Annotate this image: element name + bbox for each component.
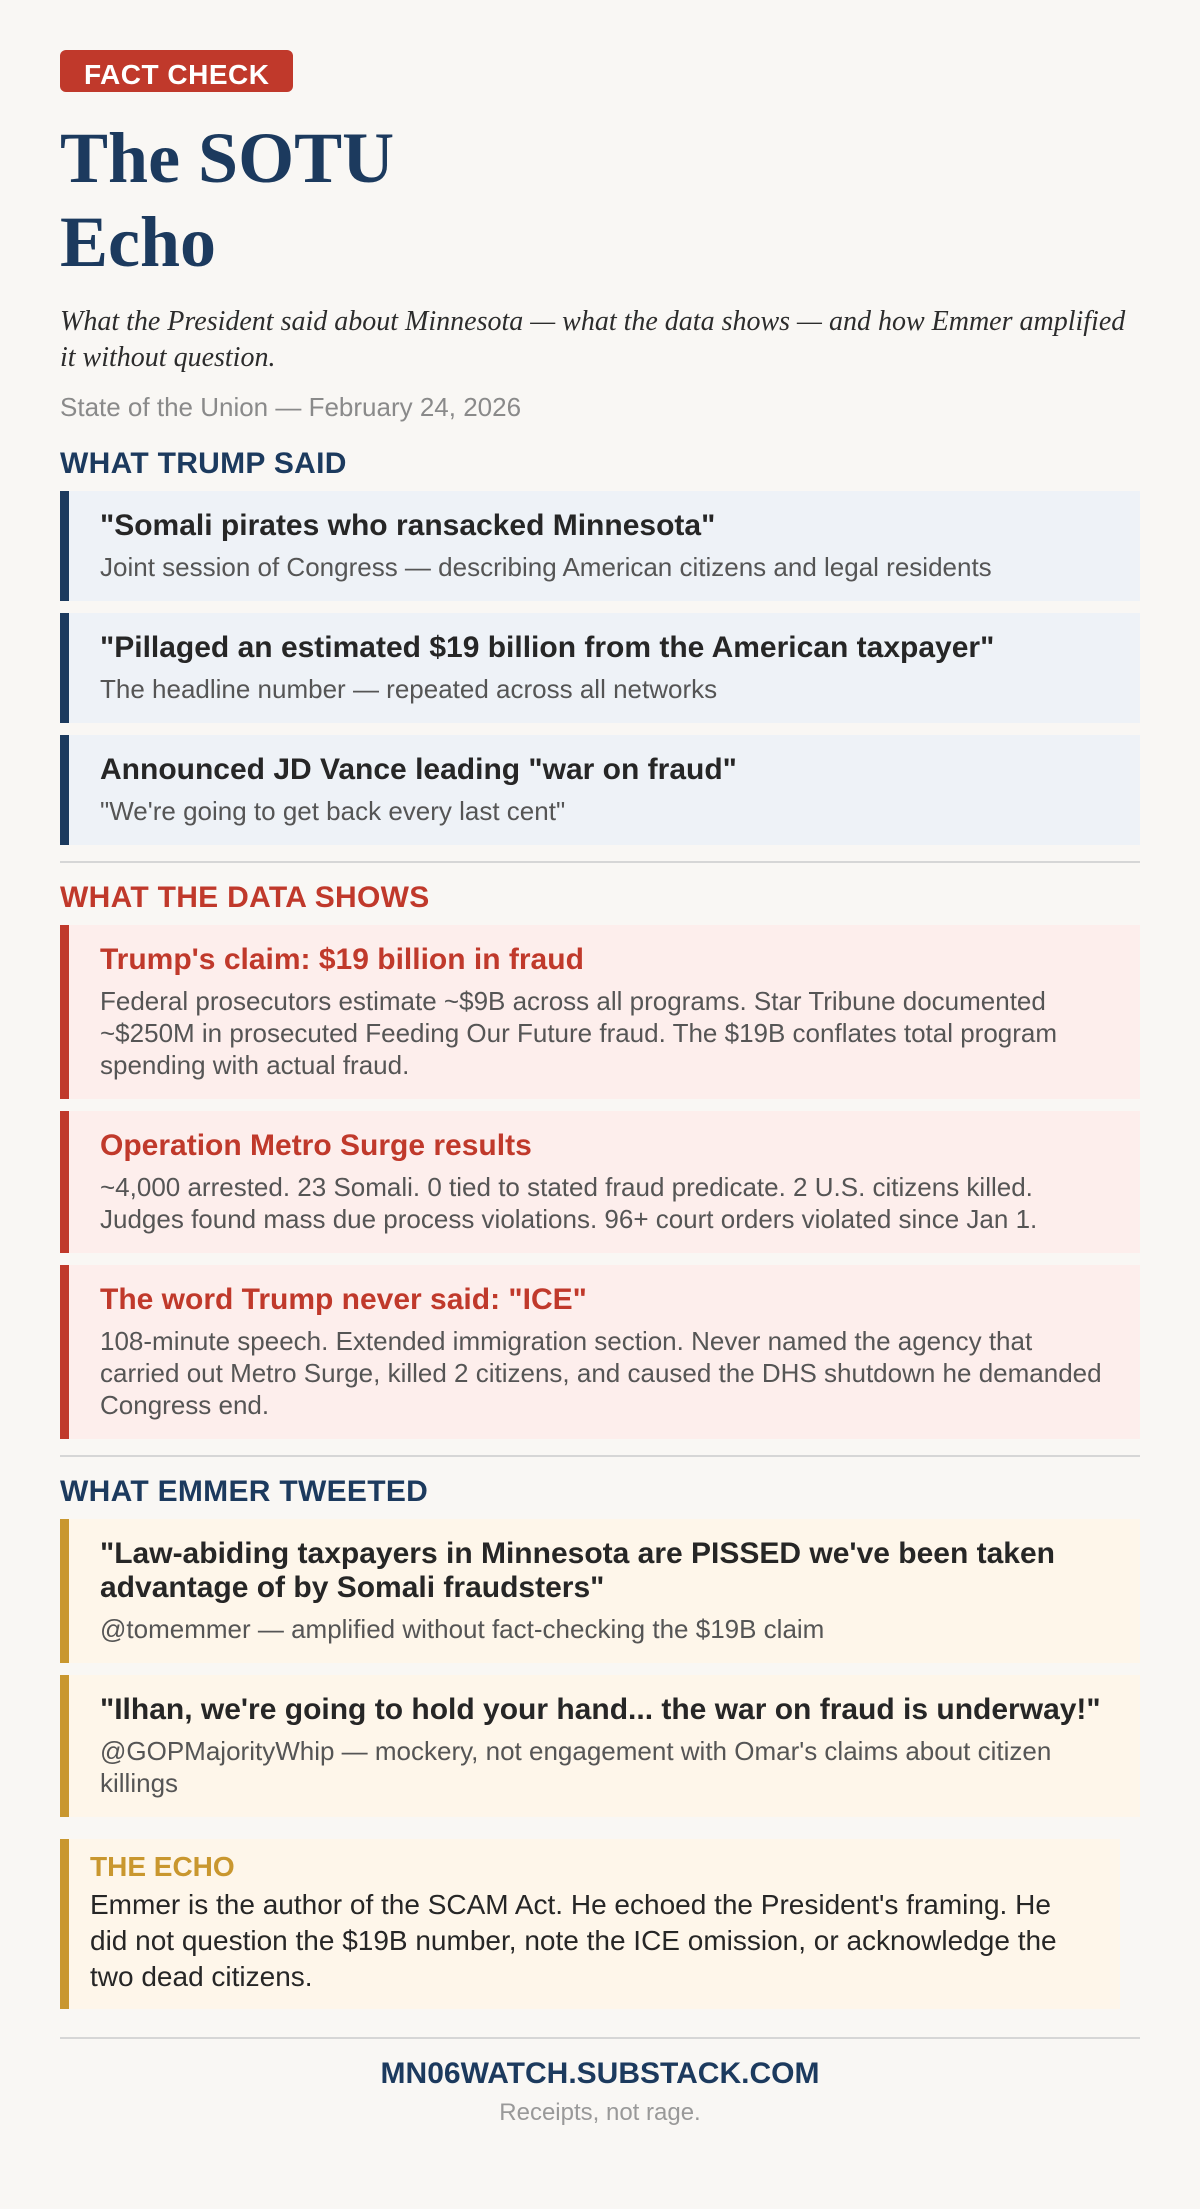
- fact-check-page: [60, 0, 1140, 2127]
- emmer-section: [60, 1475, 1140, 1817]
- data-fact-card: [60, 1265, 1140, 1439]
- dateline: State of the Union — February 24, 2026: [60, 392, 522, 422]
- footer-tagline: Receipts, not rage.: [499, 2099, 701, 2126]
- trump-quote-context: Joint session of Congress — describing American citizens and legal residents: [100, 552, 992, 582]
- emmer-tweet-quote: "Ilhan, we're going to hold your hand... the war on fraud is underway!": [100, 1693, 1101, 1726]
- emmer-tweet-source: @GOPMajorityWhip — mockery, not engagement with Omar's claims about citizen killings: [100, 1736, 1052, 1798]
- data-section: [60, 881, 1140, 1439]
- data-fact-text: Federal prosecutors estimate ~$9B across all programs. Star Tribune documented ~$250M in prosecuted Feeding Our Future fraud. The $19B conflates total program spending with actual fraud.: [100, 986, 1058, 1080]
- trump-quote-card: [60, 735, 1140, 845]
- trump-section: [60, 447, 1140, 845]
- emmer-tweet-card: [60, 1519, 1140, 1663]
- data-fact-text: ~4,000 arrested. 23 Somali. 0 tied to stated fraud predicate. 2 U.S. citizens killed. Judges found mass due process violations. 96+ court orders violated since Jan 1.: [100, 1172, 1038, 1234]
- data-fact-title: Trump's claim: $19 billion in fraud: [100, 943, 584, 976]
- page-title: The SOTU Echo: [60, 118, 395, 282]
- data-fact-card: [60, 1111, 1140, 1253]
- echo-text: Emmer is the author of the SCAM Act. He echoed the President's framing. He did not question the $19B number, note the ICE omission, or acknowledge the two dead citizens.: [90, 1889, 1057, 1992]
- emmer-section-heading: WHAT EMMER TWEETED: [60, 1475, 429, 1508]
- trump-quote-title: "Pillaged an estimated $19 billion from the American taxpayer": [100, 631, 995, 664]
- data-section-heading: WHAT THE DATA SHOWS: [60, 881, 430, 914]
- emmer-tweet-quote: "Law-abiding taxpayers in Minnesota are PISSED we've been taken advantage of by Somali fraudsters": [100, 1537, 1055, 1604]
- echo-callout: [60, 1839, 1120, 2009]
- section-divider: [60, 861, 1140, 863]
- emmer-tweet-card: [60, 1675, 1140, 1817]
- footer-site-link[interactable]: MN06WATCH.SUBSTACK.COM: [380, 2057, 820, 2090]
- emmer-tweet-source: @tomemmer — amplified without fact-checking the $19B claim: [100, 1614, 825, 1644]
- footer-divider: [60, 2037, 1140, 2039]
- fact-check-badge: FACT CHECK: [60, 50, 293, 92]
- trump-quote-context: The headline number — repeated across all networks: [100, 674, 718, 704]
- echo-label: THE ECHO: [90, 1851, 235, 1882]
- footer: [60, 2057, 1140, 2127]
- trump-quote-title: Announced JD Vance leading "war on fraud": [100, 753, 737, 786]
- trump-quote-card: [60, 613, 1140, 723]
- data-fact-card: [60, 925, 1140, 1099]
- trump-quote-context: "We're going to get back every last cent": [100, 796, 566, 826]
- data-fact-title: Operation Metro Surge results: [100, 1129, 532, 1162]
- section-divider: [60, 1455, 1140, 1457]
- page-subtitle: What the President said about Minnesota — what the data shows — and how Emmer amplified it without question.: [60, 306, 1126, 373]
- trump-quote-title: "Somali pirates who ransacked Minnesota": [100, 509, 716, 542]
- data-fact-title: The word Trump never said: "ICE": [100, 1283, 587, 1316]
- data-fact-text: 108-minute speech. Extended immigration section. Never named the agency that carried out Metro Surge, killed 2 citizens, and caused the DHS shutdown he demanded Congress end.: [100, 1326, 1102, 1420]
- trump-section-heading: WHAT TRUMP SAID: [60, 447, 347, 480]
- trump-quote-card: [60, 491, 1140, 601]
